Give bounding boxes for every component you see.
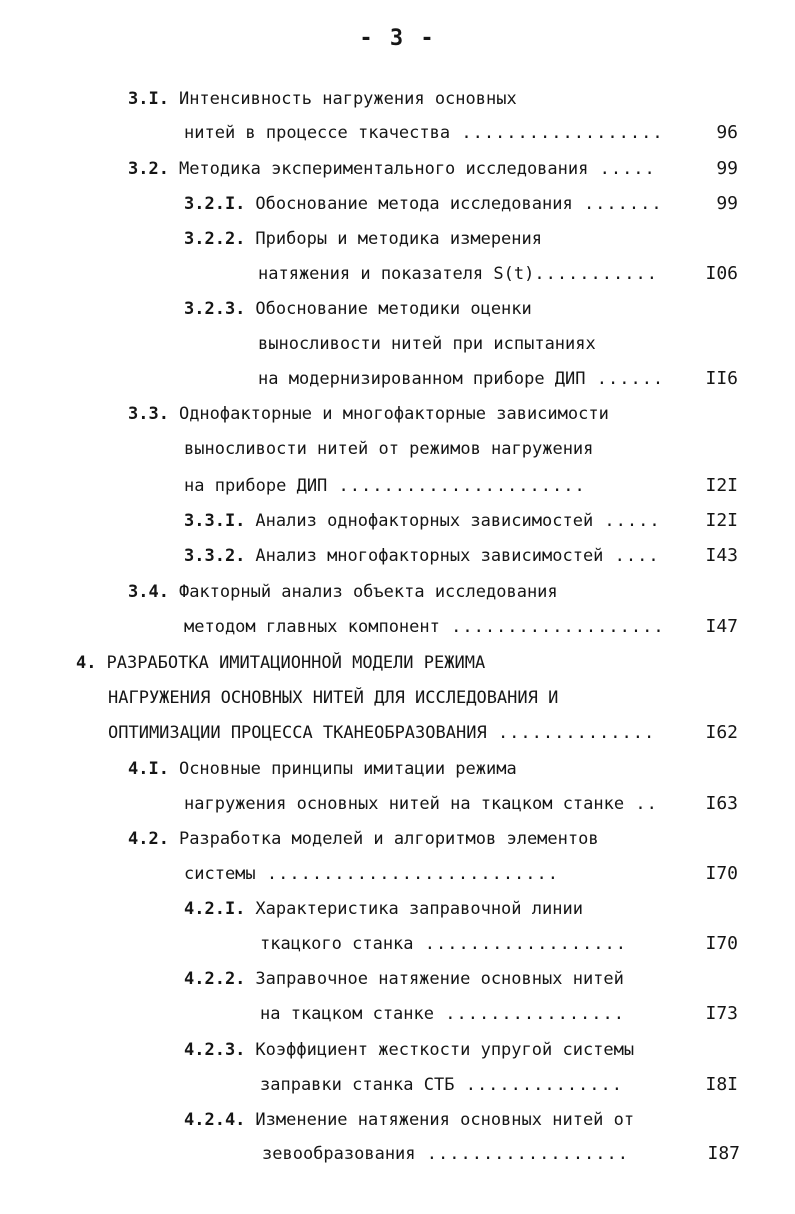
toc-entry-3-1-cont — [184, 120, 664, 146]
toc-entry-4-1-cont — [184, 791, 658, 817]
toc-entry-3-2-1 — [184, 191, 663, 217]
toc-entry-title: Методика экспериментального исследования — [178, 159, 589, 179]
toc-entry-3-1 — [128, 86, 517, 112]
toc-entry-title: Приборы и методика измерения — [255, 229, 542, 249]
toc-entry-title: Обоснование методики оценки — [255, 299, 532, 319]
page-number: - 3 - — [359, 26, 436, 51]
toc-page-number: 99 — [716, 158, 738, 179]
toc-entry-title: Факторный анализ объекта исследования — [178, 582, 558, 602]
toc-entry-3-3 — [128, 401, 609, 427]
dot-leader: ........... — [534, 264, 658, 284]
toc-page-number: I87 — [707, 1143, 740, 1164]
toc-entry-number: 3.2.2. — [184, 229, 246, 249]
toc-entry-number: 4.2.4. — [184, 1110, 246, 1130]
toc-entry-title: Основные принципы имитации режима — [178, 759, 517, 779]
toc-entry-title: Анализ многофакторных зависимостей — [255, 546, 604, 566]
toc-entry-4-2-3-cont — [260, 1072, 623, 1098]
toc-entry-number: 3.3.2. — [184, 546, 246, 566]
toc-entry-3-2 — [128, 156, 656, 182]
toc-entry-title: выносливости нитей при испытаниях — [258, 334, 596, 354]
toc-entry-title: на приборе ДИП — [184, 476, 328, 496]
toc-page-number: I62 — [705, 722, 738, 743]
toc-entry-4-2 — [128, 826, 599, 852]
dot-leader: .............. — [454, 1075, 623, 1095]
toc-entry-4-cont — [108, 720, 655, 746]
toc-entry-title: ткацкого станка — [260, 934, 414, 954]
toc-entry-number: 4.2.I. — [184, 899, 246, 919]
toc-entry-title: РАЗРАБОТКА ИМИТАЦИОННОЙ МОДЕЛИ РЕЖИМА — [106, 653, 486, 673]
toc-entry-number: 3.I. — [128, 89, 169, 109]
toc-entry-4 — [76, 650, 485, 676]
toc-entry-4-2-cont — [184, 861, 559, 887]
toc-entry-title: на ткацком станке — [260, 1004, 434, 1024]
toc-entry-number: 3.2. — [128, 159, 169, 179]
toc-entry-title: выносливости нитей от режимов нагружения — [184, 439, 594, 459]
toc-entry-title: Однофакторные и многофакторные зависимости — [178, 404, 609, 424]
toc-entry-3-2-3 — [184, 296, 532, 322]
toc-entry-title: Разработка моделей и алгоритмов элементов — [178, 829, 599, 849]
dot-leader: ..... — [593, 511, 661, 531]
toc-page-number: I2I — [705, 475, 738, 496]
toc-entry-4-2-1-cont — [260, 931, 627, 957]
toc-page-number: I73 — [705, 1003, 738, 1024]
toc-entry-number: 3.3.I. — [184, 511, 246, 531]
toc-entry-title: Изменение натяжения основных нитей от — [255, 1110, 635, 1130]
toc-entry-title: Анализ однофакторных зависимостей — [255, 511, 594, 531]
dot-leader: .................. — [413, 934, 627, 954]
dot-leader: ...................... — [327, 476, 586, 496]
toc-entry-4-cont — [108, 685, 558, 711]
toc-entry-3-2-3-cont — [258, 331, 596, 357]
toc-page-number: I43 — [705, 545, 738, 566]
toc-page-number: I70 — [705, 933, 738, 954]
toc-page-number: I06 — [705, 263, 738, 284]
toc-entry-3-2-2-cont — [258, 261, 658, 287]
toc-entry-number: 4.2. — [128, 829, 169, 849]
toc-entry-title: Заправочное натяжение основных нитей — [255, 969, 624, 989]
toc-entry-3-3-cont — [184, 436, 593, 462]
toc-entry-title: системы — [184, 864, 256, 884]
toc-entry-number: 4.2.2. — [184, 969, 246, 989]
toc-page-number: I70 — [705, 863, 738, 884]
toc-entry-4-2-4 — [184, 1107, 634, 1133]
toc-entry-title: нагружения основных нитей на ткацком станке — [184, 794, 625, 814]
dot-leader: ................ — [434, 1004, 625, 1024]
dot-leader: ...... — [585, 369, 665, 389]
toc-entry-4-2-1 — [184, 896, 583, 922]
toc-page-number: II6 — [705, 368, 738, 389]
dot-leader: .................. — [415, 1144, 629, 1164]
dot-leader: .......................... — [255, 864, 559, 884]
toc-entry-number: 4. — [76, 653, 97, 673]
toc-entry-4-1 — [128, 756, 517, 782]
dot-leader: .................. — [450, 123, 664, 143]
toc-entry-3-4-cont — [184, 614, 665, 640]
toc-page-number: I47 — [705, 616, 738, 637]
toc-entry-title: зевообразования — [262, 1144, 416, 1164]
toc-entry-number: 3.3. — [128, 404, 169, 424]
toc-page-number: I63 — [705, 793, 738, 814]
toc-entry-title: на модернизированном приборе ДИП — [258, 369, 586, 389]
toc-entry-number: 3.2.3. — [184, 299, 246, 319]
dot-leader: ....... — [572, 194, 663, 214]
toc-entry-4-2-2-cont — [260, 1001, 625, 1027]
toc-entry-3-3-1 — [184, 508, 661, 534]
toc-entry-title: методом главных компонент — [184, 617, 440, 637]
dot-leader: .............. — [486, 723, 656, 743]
toc-entry-number: 4.I. — [128, 759, 169, 779]
toc-entry-3-3-cont — [184, 473, 586, 499]
toc-entry-3-2-2 — [184, 226, 542, 252]
toc-entry-3-2-3-cont — [258, 366, 664, 392]
toc-entry-title: НАГРУЖЕНИЯ ОСНОВНЫХ НИТЕЙ ДЛЯ ИССЛЕДОВАНИЯ И — [108, 688, 559, 708]
toc-entry-4-2-2 — [184, 966, 624, 992]
toc-page-number: 99 — [716, 193, 738, 214]
toc-entry-3-3-2 — [184, 543, 660, 569]
toc-page-number: 96 — [716, 122, 738, 143]
toc-entry-title: ОПТИМИЗАЦИИ ПРОЦЕССА ТКАНЕОБРАЗОВАНИЯ — [108, 723, 487, 743]
dot-leader: ..... — [588, 159, 656, 179]
toc-page-number: I2I — [705, 510, 738, 531]
toc-entry-number: 3.2.I. — [184, 194, 246, 214]
toc-entry-title: Коэффициент жесткости упругой системы — [255, 1040, 635, 1060]
toc-entry-4-2-4-cont — [262, 1141, 629, 1167]
toc-entry-title: заправки станка СТБ — [260, 1075, 455, 1095]
toc-entry-title: натяжения и показателя S(t) — [258, 264, 535, 284]
toc-entry-title: Обоснование метода исследования — [255, 194, 573, 214]
toc-entry-number: 4.2.3. — [184, 1040, 246, 1060]
toc-entry-title: Характеристика заправочной линии — [255, 899, 583, 919]
dot-leader: .. — [624, 794, 658, 814]
toc-entry-3-4 — [128, 579, 558, 605]
toc-entry-title: Интенсивность нагружения основных — [178, 89, 517, 109]
toc-entry-number: 3.4. — [128, 582, 169, 602]
toc-entry-4-2-3 — [184, 1037, 634, 1063]
dot-leader: .... — [603, 546, 660, 566]
dot-leader: ................... — [439, 617, 665, 637]
toc-entry-title: нитей в процессе ткачества — [184, 123, 451, 143]
toc-page-number: I8I — [705, 1074, 738, 1095]
